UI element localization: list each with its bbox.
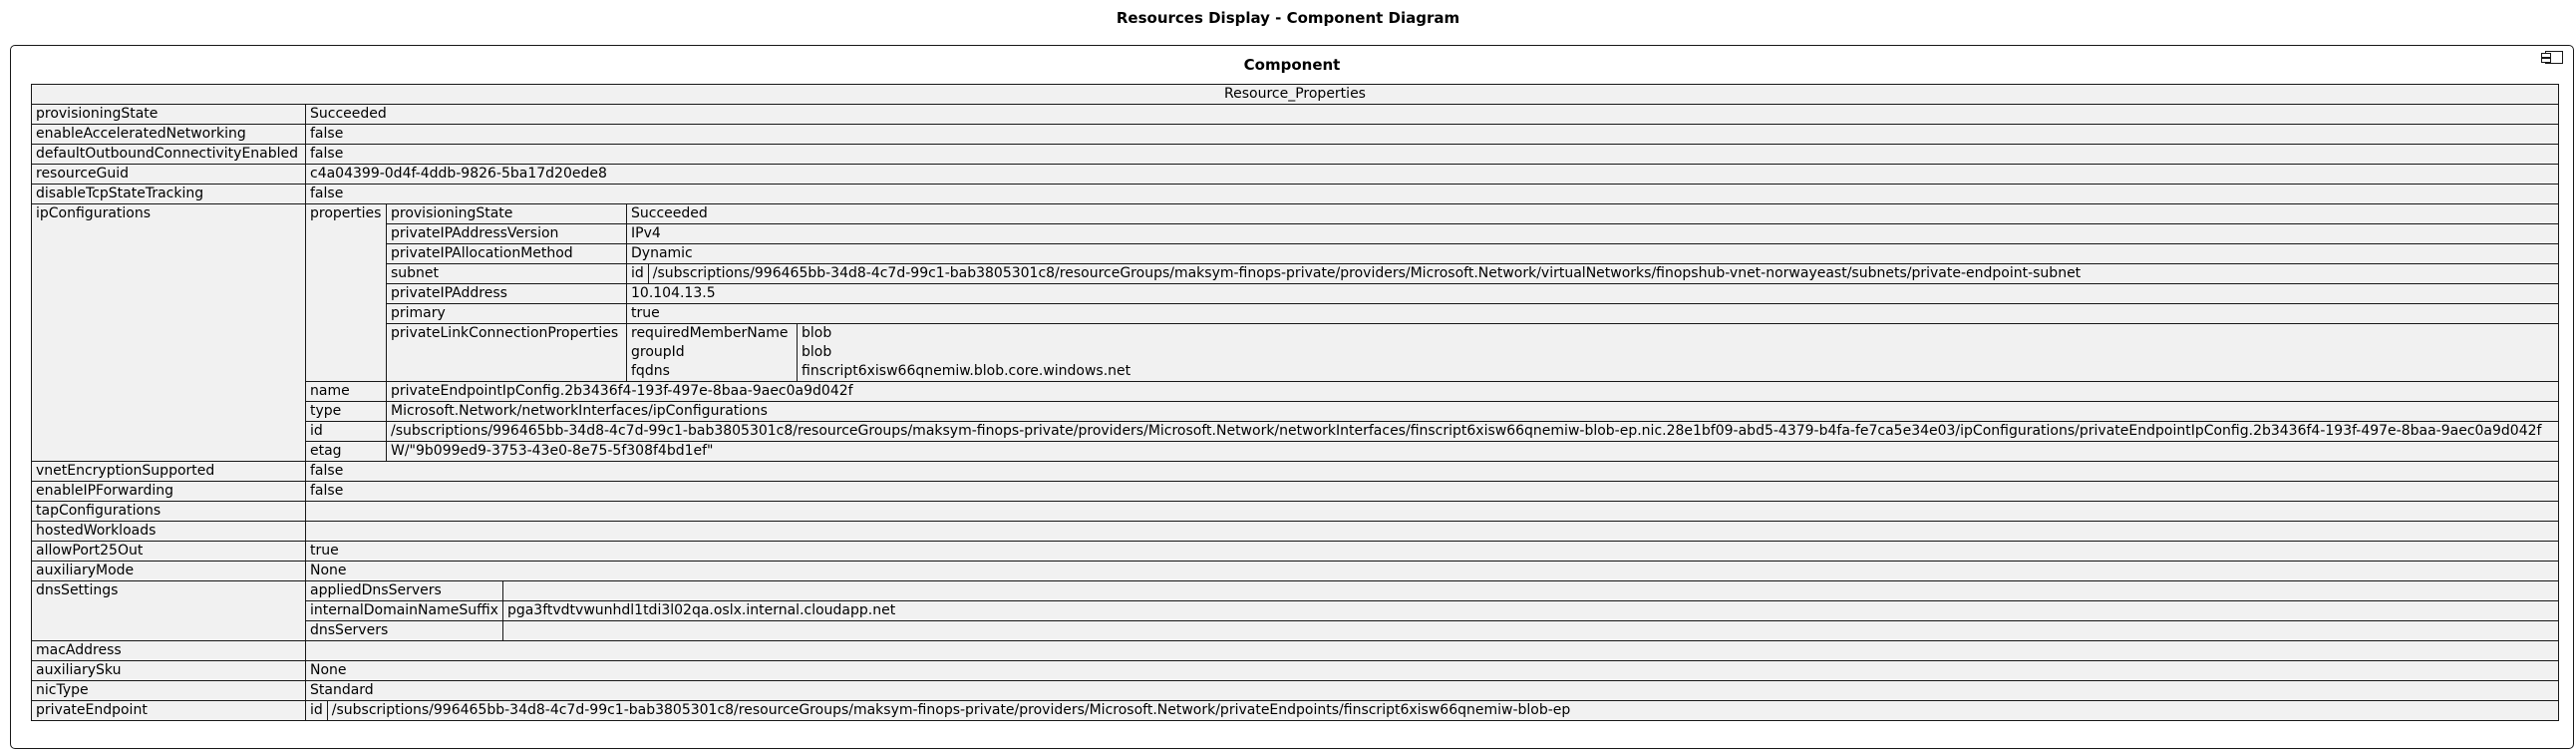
nested-key: dnsServers xyxy=(306,621,502,641)
row-key: auxiliaryMode xyxy=(32,562,306,581)
row-value xyxy=(306,641,2559,661)
nested-key: id xyxy=(306,422,387,442)
table-row xyxy=(32,462,2559,482)
nested-key: privateIPAllocationMethod xyxy=(387,244,627,264)
nested-value: true xyxy=(627,304,2559,324)
nested-row xyxy=(627,264,2558,283)
nested-value xyxy=(502,581,2558,601)
nested-row xyxy=(627,362,2558,381)
row-value: Standard xyxy=(306,681,2559,701)
nested-value: /subscriptions/996465bb-34d8-4c7d-99c1-bab3805301c8/resourceGroups/maksym-finops-private/providers/Microsoft.Network/virtualNetworks/finopshub-vnet-norwayeast/subnets/private-endpoint-subnet xyxy=(648,264,2558,283)
nested-key: id xyxy=(306,701,327,720)
nested-key: properties xyxy=(306,204,387,382)
component-title: Component xyxy=(1243,56,1341,74)
row-value: true xyxy=(306,542,2559,562)
row-key: macAddress xyxy=(32,641,306,661)
row-key: dnsSettings xyxy=(32,581,306,641)
nested-key: requiredMemberName xyxy=(627,324,798,343)
diagram-title: Resources Display - Component Diagram xyxy=(1116,9,1460,27)
nested-value xyxy=(502,621,2558,641)
row-key: provisioningState xyxy=(32,105,306,125)
table-row xyxy=(32,542,2559,562)
nested-value: /subscriptions/996465bb-34d8-4c7d-99c1-bab3805301c8/resourceGroups/maksym-finops-private/providers/Microsoft.Network/networkInterfaces/finscript6xisw66qnemiw-blob-ep.nic.28e1bf09-abd5-4379-b4fa-fe7ca5e34e03/ipConfigurations/privateEndpointIpConfig.2b3436f4-193f-497e-8baa-9aec0a9d042f xyxy=(387,422,2559,442)
row-value: false xyxy=(306,125,2559,145)
nested-row xyxy=(306,701,2558,720)
nested-key: id xyxy=(627,264,648,283)
nested-row xyxy=(306,442,2558,462)
row-key: auxiliarySku xyxy=(32,661,306,681)
nested-key: internalDomainNameSuffix xyxy=(306,601,502,621)
privatelink-table xyxy=(627,324,2558,381)
nested-row xyxy=(306,204,2558,382)
table-row-ipconfigurations xyxy=(32,204,2559,462)
nested-row xyxy=(306,402,2558,422)
nested-row xyxy=(306,581,2558,601)
resource-properties-table xyxy=(31,84,2559,721)
table-title: Resource_Properties xyxy=(32,85,2559,105)
nested-key: groupId xyxy=(627,343,798,362)
row-value xyxy=(306,502,2559,522)
nested-value: /subscriptions/996465bb-34d8-4c7d-99c1-bab3805301c8/resourceGroups/maksym-finops-private/providers/Microsoft.Network/privateEndpoints/finscript6xisw66qnemiw-blob-ep xyxy=(327,701,2558,720)
nested-value: Dynamic xyxy=(627,244,2559,264)
nested-row xyxy=(306,621,2558,641)
subnet-table xyxy=(627,264,2558,283)
table-row xyxy=(32,681,2559,701)
nested-row xyxy=(306,422,2558,442)
nested-value: pga3ftvdtvwunhdl1tdi3l02qa.oslx.internal.cloudapp.net xyxy=(502,601,2558,621)
row-value: None xyxy=(306,661,2559,681)
row-key: tapConfigurations xyxy=(32,502,306,522)
dnssettings-table xyxy=(306,581,2558,640)
row-key: ipConfigurations xyxy=(32,204,306,462)
nested-row xyxy=(306,601,2558,621)
nested-value: Succeeded xyxy=(627,204,2559,224)
row-value: None xyxy=(306,562,2559,581)
nested-key: primary xyxy=(387,304,627,324)
table-row xyxy=(32,701,2559,721)
privateendpoint-value xyxy=(306,701,2559,721)
nested-key: subnet xyxy=(387,264,627,284)
nested-row xyxy=(627,343,2558,362)
table-row xyxy=(32,522,2559,542)
nested-row xyxy=(387,224,2558,244)
table-row xyxy=(32,562,2559,581)
nested-key: privateLinkConnectionProperties xyxy=(387,324,627,382)
nested-value: IPv4 xyxy=(627,224,2559,244)
table-row xyxy=(32,185,2559,204)
nested-value: finscript6xisw66qnemiw.blob.core.windows.net xyxy=(798,362,2559,381)
nested-key: provisioningState xyxy=(387,204,627,224)
row-value: false xyxy=(306,185,2559,204)
row-value: false xyxy=(306,462,2559,482)
nested-row xyxy=(627,324,2558,343)
subnet-value xyxy=(627,264,2559,284)
row-key: nicType xyxy=(32,681,306,701)
row-key: enableAcceleratedNetworking xyxy=(32,125,306,145)
row-key: allowPort25Out xyxy=(32,542,306,562)
nested-value: blob xyxy=(798,343,2559,362)
row-key: hostedWorkloads xyxy=(32,522,306,542)
row-key: resourceGuid xyxy=(32,165,306,185)
table-row xyxy=(32,125,2559,145)
nested-key: type xyxy=(306,402,387,422)
nested-value: Microsoft.Network/networkInterfaces/ipConfigurations xyxy=(387,402,2559,422)
row-value: Succeeded xyxy=(306,105,2559,125)
component-icon xyxy=(2545,51,2563,64)
privatelink-value xyxy=(627,324,2559,382)
nested-value: W/"9b099ed9-3753-43e0-8e75-5f308f4bd1ef" xyxy=(387,442,2559,462)
row-key: disableTcpStateTracking xyxy=(32,185,306,204)
nested-key: fqdns xyxy=(627,362,798,381)
component-box xyxy=(10,45,2574,749)
privateendpoint-table xyxy=(306,701,2558,720)
row-key: vnetEncryptionSupported xyxy=(32,462,306,482)
properties-table xyxy=(387,204,2558,381)
nested-row xyxy=(387,264,2558,284)
table-row xyxy=(32,502,2559,522)
nested-row xyxy=(387,204,2558,224)
row-key: enableIPForwarding xyxy=(32,482,306,502)
table-header-row xyxy=(32,85,2559,105)
nested-row xyxy=(387,244,2558,264)
nested-value: privateEndpointIpConfig.2b3436f4-193f-497e-8baa-9aec0a9d042f xyxy=(387,382,2559,402)
nested-row xyxy=(387,284,2558,304)
row-value: c4a04399-0d4f-4ddb-9826-5ba17d20ede8 xyxy=(306,165,2559,185)
row-value: false xyxy=(306,482,2559,502)
table-row xyxy=(32,661,2559,681)
table-row xyxy=(32,641,2559,661)
row-key: privateEndpoint xyxy=(32,701,306,721)
nested-key: etag xyxy=(306,442,387,462)
nested-key: appliedDnsServers xyxy=(306,581,502,601)
nested-value: blob xyxy=(798,324,2559,343)
nested-key: privateIPAddressVersion xyxy=(387,224,627,244)
properties-value xyxy=(387,204,2559,382)
table-row xyxy=(32,165,2559,185)
dnssettings-value xyxy=(306,581,2559,641)
nested-key: privateIPAddress xyxy=(387,284,627,304)
row-value: false xyxy=(306,145,2559,165)
ipconfigurations-table xyxy=(306,204,2558,461)
row-key: defaultOutboundConnectivityEnabled xyxy=(32,145,306,165)
ipconfigurations-value xyxy=(306,204,2559,462)
nested-key: name xyxy=(306,382,387,402)
table-row xyxy=(32,145,2559,165)
nested-value: 10.104.13.5 xyxy=(627,284,2559,304)
nested-row xyxy=(387,304,2558,324)
nested-row xyxy=(387,324,2558,382)
table-row xyxy=(32,482,2559,502)
table-row xyxy=(32,105,2559,125)
row-value xyxy=(306,522,2559,542)
nested-row xyxy=(306,382,2558,402)
table-row-dnssettings xyxy=(32,581,2559,641)
